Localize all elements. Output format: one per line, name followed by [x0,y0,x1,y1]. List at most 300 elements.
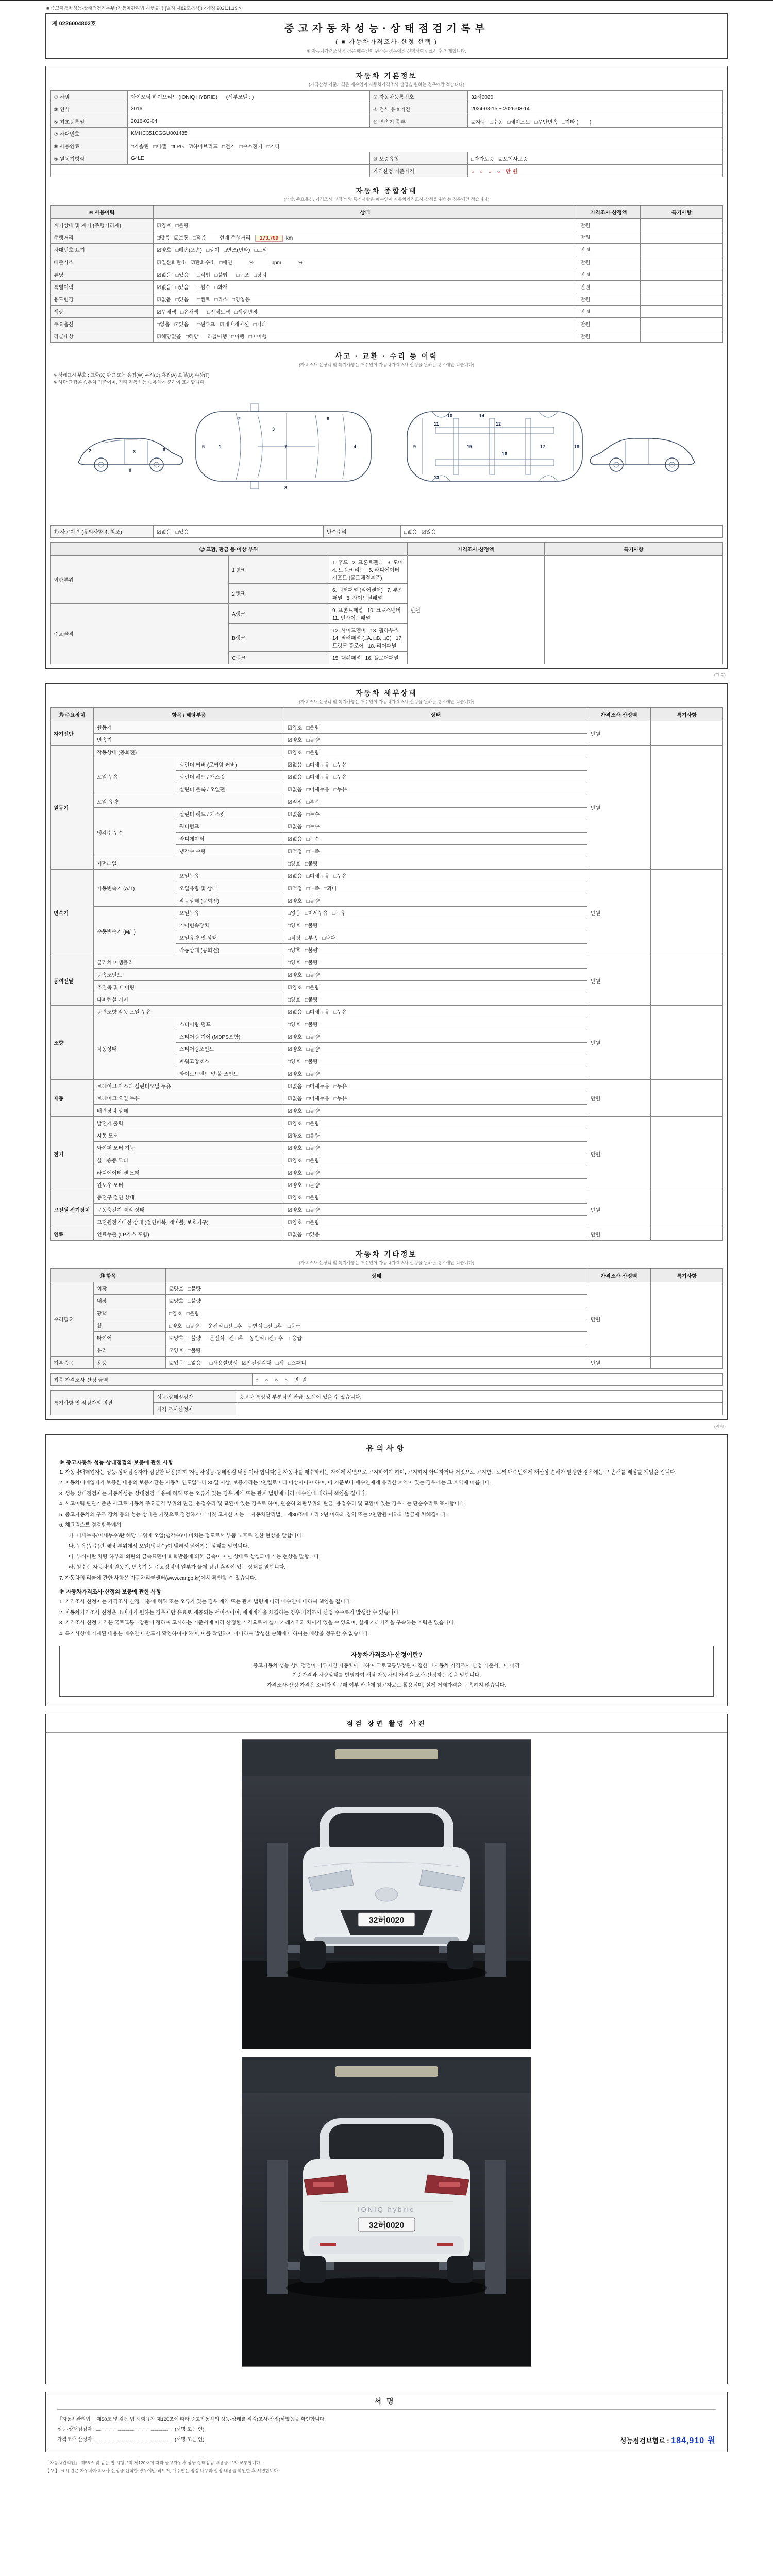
svg-text:14: 14 [479,413,485,418]
checkbox-options[interactable]: ☑해당없음 □해당 리콜이행 : □이행 □미이행 [157,334,267,340]
car-top-view-frame [407,412,582,481]
inspector-signature-line[interactable] [57,2426,326,2433]
svg-text:6: 6 [327,416,330,421]
part-label: 오일유량 및 상태 [176,882,284,894]
price-cell: 만원 [577,256,641,268]
state-cell[interactable]: □양호 □불량 [284,857,587,869]
part-label: 라디에이터 [176,832,284,844]
state-cell[interactable] [154,306,577,318]
table-row [51,1373,723,1385]
item-label: 윈도우 모터 [94,1178,284,1191]
note-cell [641,281,723,293]
price-cell: 만원 [587,721,651,745]
note-cell [651,869,723,956]
state-cell[interactable] [154,293,577,306]
part-label: 파워고압호스 [176,1055,284,1067]
state-cell[interactable]: □양호 □불량 [284,1018,587,1030]
document-note: ※ 자동차가격조사·산정은 매수인이 원하는 경우에만 선택하여 √ 표시 후 기재합니다. [307,48,466,54]
field-value: 아이오닉 하이브리드 (IONIQ HYBRID) (세부모델 : ) [128,91,370,103]
column-header: 항목 / 해당부품 [94,707,284,721]
state-cell[interactable]: □없음 □미세누유 □누유 [284,906,587,919]
parts-list[interactable]: 6. 쿼터패널 (리어펜더) 7. 루프패널 8. 사이드실패널 [329,583,407,603]
continue-note: (계속) [714,1423,726,1429]
state-cell[interactable]: ☑없음 □미세누유 □누유 [284,758,587,770]
state-cell[interactable]: ☑양호 □불량 [284,1104,587,1116]
field-value: 2016-02-04 [128,115,370,128]
item-label: 자동변속기 (A/T) [94,869,176,906]
item-label: 실내송풍 모터 [94,1154,284,1166]
detail-condition-title: 자동차 세부상태 [356,689,417,697]
basic-info-subtitle: (가격산정 기준가격은 매수인이 자동차가격조사·산정을 원하는 경우에만 적습니다) [309,82,464,87]
basic-info-title: 자동차 기본정보 [356,72,417,80]
state-cell[interactable]: ☑양호 □불량 [284,968,587,980]
detail-condition-table [50,707,723,1241]
svg-text:17: 17 [540,444,546,449]
state-cell[interactable]: ☑없음 □있음 [154,525,324,537]
state-cell[interactable]: ☑없음 □누수 [284,820,587,832]
checkbox-options[interactable]: □없음 ☑있음 □썬루프 ☑네비게이션 □기타 [157,322,266,328]
device-group-label: 고전원 전기장치 [51,1191,94,1228]
column-header: 가격조사·산정액 [587,1268,651,1282]
car-diagram-svg [67,389,706,518]
odometer-reading [220,235,293,241]
odometer-unit: km [284,235,293,241]
price-cell: 만원 [577,231,641,244]
note-cell [641,256,723,268]
item-label: 오일 누유 [94,758,176,795]
state-cell[interactable]: ☑적정 □부족 [284,844,587,857]
price-cell: 만원 [587,1282,651,1356]
state-cell[interactable]: ☑없음 □미세누유 □누유 [284,783,587,795]
state-cell[interactable]: ☑적정 □부족 □과다 [284,882,587,894]
state-cell[interactable]: ☑없음 □미세누유 □누유 [284,869,587,882]
note-cell [651,721,723,745]
car-side-view-right [590,438,694,471]
item-label: 용품 [94,1356,166,1368]
inspector-signature-field[interactable] [96,2430,173,2431]
state-cell[interactable]: ☑양호 □불량 [166,1344,587,1356]
notice-item: 7. 자동차의 리콜에 관한 사항은 자동차리콜센터(www.car.go.kr)에서 확인할 수 있습니다. [59,1575,257,1581]
document-subtitle[interactable]: ( ■ 자동차가격조사·산정 선택 ) [335,38,438,45]
field-label: 가격산정 기준가격 [370,165,468,177]
car-top-view-body [196,404,371,490]
table-row [51,306,723,318]
state-cell[interactable]: □양호 □불량 [284,1055,587,1067]
item-label: 휠 [94,1319,166,1331]
parts-list[interactable]: 15. 대쉬패널 16. 플로어패널 [329,651,407,664]
parts-list[interactable]: 12. 사이드멤버 13. 휠하우스 14. 필러패널 (□A, □B, □C) 17. 트렁크 플로어 18. 리어패널 [329,623,407,651]
price-cell: 만원 [587,1356,651,1368]
table-row [51,745,723,758]
item-label: 원동기 [94,721,284,733]
svg-text:13: 13 [434,474,440,480]
svg-text:6: 6 [163,447,166,452]
checkbox-options[interactable]: ☑일산화탄소 ☑탄화수소 □매연 % ppm % [157,260,304,266]
odometer-label: 현재 주행거리 [219,235,254,241]
note-header: 특기사항 [544,542,722,555]
price-cell: 만원 [407,555,544,664]
price-cell: 만원 [577,330,641,343]
state-cell[interactable] [154,330,577,343]
footer-note-2: 【 V 】 표시 란은 자동차가격조사·산정을 선택한 경우에만 적으며, 매수인은 점검 내용과 산정 내용을 확인한 후 서명합니다. [45,2468,279,2473]
info-line: 중고자동차 성능·상태점검이 이루어진 자동차에 대하여 국토교통부장관이 정한 「자동차 가격조사·산정 기준서」에 따라 [253,1663,520,1669]
simple-repair-label: 단순수리 [324,525,401,537]
price-cell: 만원 [577,306,641,318]
exchange-header: ⑫ 교환, 판금 등 이상 부위 [51,542,408,555]
state-cell[interactable]: ☑양호 □불량 [284,1203,587,1215]
notice-item: 1. 가격조사·산정자는 가격조사·산정 내용에 허위 또는 오류가 있는 경우 계약 또는 관계 법령에 따라 매수인에 대하여 책임을 집니다. [59,1599,352,1605]
state-cell[interactable]: ☑적정 □부족 [284,795,587,807]
state-cell[interactable]: ☑양호 □불량 운전석 □전 □후 동반석 □전 □후 □응급 [166,1331,587,1344]
notice-item: 3. 가격조사·산정 가격은 국토교통부장관이 정하여 고시하는 기준서에 따라 산정한 가격으로서 실제 거래가격과 차이가 있을 수 있으며, 실제 거래가격을 구속하는 효력은 없습니다. [59,1620,456,1626]
state-cell[interactable] [154,281,577,293]
field-label: ④ 검사 유효기간 [370,103,468,115]
part-label: 스티어링조인트 [176,1042,284,1055]
price-cell: 만원 [587,1191,651,1228]
state-cell[interactable]: ☑양호 □불량 [284,745,587,758]
price-cell: 만원 [577,318,641,330]
field-label: ⑦ 차대번호 [51,128,128,140]
column-header: ⑩ 사용이력 [51,206,154,219]
field-label: ③ 연식 [51,103,128,115]
item-label: 디퍼렌셜 기어 [94,993,284,1005]
table-row [51,330,723,343]
column-header: 가격조사·산정액 [577,206,641,219]
table-row [51,956,723,968]
svg-text:5: 5 [202,444,205,449]
table-row [51,219,723,231]
final-price-label: 최종 가격조사·산정 금액 [51,1373,253,1385]
table-row [51,707,723,721]
item-label: 냉각수 누수 [94,807,176,857]
notice-item: 6. 체크리스트 점검항목에서 [59,1522,122,1529]
overall-condition-title: 자동차 종합상태 [356,187,417,195]
inspector-signature-note: (서명 또는 인) [174,2427,205,2433]
svg-text:7: 7 [284,444,288,449]
part-label: 오일누유 [176,869,284,882]
table-row [51,1268,723,1282]
document-header [45,13,728,59]
state-cell[interactable]: ☑없음 □누수 [284,807,587,820]
part-label: 실린더 블록 / 오일팬 [176,783,284,795]
state-cell[interactable]: ☑있음 □없음 □사용설명서 ☑안전삼각대 □잭 □스패너 [166,1356,587,1368]
notice-item: 4. 특기사항에 기재된 내용은 매수인이 반드시 확인하여야 하며, 이를 확인하지 아니하여 발생한 손해에 대하여는 배상을 청구할 수 없습니다. [59,1631,370,1637]
info-line: 가격조사·산정 가격은 소비자의 구매 여부 판단에 참고자료로 활용되며, 실제 거래가격을 구속하지 않습니다. [266,1683,507,1689]
field-label: ⑩ 보증유형 [370,152,468,165]
note-cell [651,1282,723,1356]
part-label: 기어변속장치 [176,919,284,931]
column-header: 특기사항 [651,1268,723,1282]
item-label: 주요옵션 [51,318,154,330]
car-rear [300,2118,473,2283]
price-appraisal-info-box [59,1646,714,1697]
item-label: 리콜대상 [51,330,154,343]
item-label: 발전기 출력 [94,1116,284,1129]
field-label: ⑤ 최초등록일 [51,115,128,128]
checkbox-options[interactable]: ☑무채색 □유채색 □전체도색 □색상변경 [157,310,258,315]
notice-item: 2. 자동차매매업자가 보증한 내용의 보증기간은 자동차 인도일부터 30일 이상, 보증거리는 2천킬로미터 이상이어야 하며, 이 기준보다 매수인에게 유리한 계약이 있는 경우에는 그 계약에 따릅니다. [59,1480,492,1486]
state-cell[interactable]: ☑양호 □불량 [284,1042,587,1055]
svg-text:8: 8 [284,485,288,490]
item-label: 유리 [94,1344,166,1356]
state-cell[interactable] [154,244,577,256]
table-row [51,268,723,281]
state-cell[interactable]: ☑양호 □불량 [284,980,587,993]
note-cell [641,219,723,231]
state-cell[interactable]: □양호 □불량 [284,956,587,968]
document-title: 중고자동차성능·상태점검기록부 [284,23,489,35]
parts-list[interactable]: 1. 후드 2. 프론트펜더 3. 도어 4. 트렁크 리드 5. 라디에이터 서포트 (볼트체결부품) [329,555,407,583]
item-label: 브레이크 마스터 실린더오일 누유 [94,1079,284,1092]
state-cell[interactable]: ☑양호 □불량 [284,1067,587,1079]
state-cell[interactable]: ☑양호 □불량 [166,1294,587,1307]
note-cell [651,1116,723,1191]
part-label: 오일누유 [176,906,284,919]
state-cell[interactable]: ☑없음 □미세누유 □누유 [284,770,587,783]
item-label: 등속조인트 [94,968,284,980]
section-notice [45,1434,728,1707]
inspector-signature-label: 성능·상태점검자 : [57,2427,95,2433]
item-label: 계기상태 및 계기 (주행거리계) [51,219,154,231]
table-row [51,128,723,140]
table-row [51,165,723,177]
state-cell[interactable]: ☑양호 □불량 [284,1129,587,1141]
state-cell[interactable] [154,219,577,231]
legend-line2: ※ 하단 그림은 승용차 기준이며, 기타 자동차는 승용차에 준하여 표시합니다. [53,380,206,385]
item-label: 용도변경 [51,293,154,306]
svg-text:3: 3 [272,426,275,432]
part-label: 타이로드엔드 및 볼 조인트 [176,1067,284,1079]
field-value: G4LE [128,152,370,165]
state-cell[interactable]: ☑양호 □불량 [284,894,587,906]
field-value[interactable]: □가솔린 □디젤 □LPG ☑하이브리드 □전기 □수소전기 □기타 [128,140,723,152]
state-cell[interactable]: ☑양호 □불량 [284,1116,587,1129]
svg-text:16: 16 [502,451,508,456]
note-cell [641,306,723,318]
document-number: 제 0226004802호 [52,21,96,27]
svg-text:9: 9 [413,444,416,449]
misc-info-table [50,1268,723,1369]
signature-line1: 「자동차관리법」 제58조 및 같은 법 시행규칙 제120조에 따라 중고자동차의 성능·상태를 점검(조사·산정)하였음을 확인합니다. [57,2417,326,2423]
remarks-label: 특기사항 및 점검자의 의견 [51,1390,154,1415]
item-label: 변속기 [94,733,284,745]
note-cell [641,231,723,244]
device-group-label: 연료 [51,1228,94,1240]
rank-label: B랭크 [229,623,329,651]
state-cell[interactable]: ☑양호 □불량 [284,1191,587,1203]
field-value [51,165,370,177]
state-cell[interactable] [154,256,577,268]
notice-list-2 [59,1598,714,1638]
checkbox-options[interactable]: □많음 ☑보통 □적음 [157,235,206,241]
note-cell [651,1356,723,1368]
column-header: 상태 [166,1268,587,1282]
inspection-fee-label: 성능점검보험료 : [619,2436,669,2445]
table-row [51,869,723,882]
device-group-label: 동력전달 [51,956,94,1005]
item-label: 오일 유량 [94,795,284,807]
signature-title: 서명 [57,2396,716,2410]
accident-history-subtitle: (가격조사·산정액 및 특기사항은 매수인이 자동차가격조사·산정을 원하는 경우에만 적습니다) [299,362,474,367]
state-cell[interactable]: ☑양호 □불량 [166,1282,587,1294]
state-cell[interactable]: □없음 ☑있음 [401,525,723,537]
state-cell[interactable]: ☑양호 □불량 [284,1215,587,1228]
table-row [51,115,723,128]
device-group-label: 자기진단 [51,721,94,745]
state-cell[interactable] [154,231,577,244]
table-row [51,281,723,293]
field-value: 2016 [128,103,370,115]
item-label: 주행거리 [51,231,154,244]
note-cell [651,1079,723,1116]
note-cell [641,244,723,256]
misc-info-title: 자동차 기타정보 [356,1250,417,1258]
item-label: 외장 [94,1282,166,1294]
checkbox-options[interactable]: ☑양호 □훼손(오손) □상이 □변조(변타) □도말 [157,248,268,253]
item-label: 내장 [94,1294,166,1307]
accident-history-title: 사고 · 교환 · 수리 등 이력 [335,352,438,360]
state-cell[interactable]: □양호 □불량 [284,919,587,931]
part-label: 실린더 헤드 / 개스킷 [176,770,284,783]
section-signature [45,2392,728,2452]
section-basic-and-condition [45,66,728,669]
state-cell[interactable]: □양호 □불량 [284,993,587,1005]
price-cell: 만원 [577,219,641,231]
section-detail-condition [45,683,728,1420]
state-cell[interactable] [154,268,577,281]
item-label: 작동상태 [94,1018,176,1079]
notice-item: 3. 성능·상태점검자는 자동차성능·상태점검 내용에 허위 또는 오류가 있는 경우 계약 또는 관계 법령에 따라 매수인에 대하여 책임을 집니다. [59,1490,367,1497]
state-cell[interactable]: ☑없음 □미세누유 □누유 [284,1092,587,1104]
field-label: ⑧ 사용연료 [51,140,128,152]
item-label: 시동 모터 [94,1129,284,1141]
note-cell [641,318,723,330]
misc-group-label: 수리필요 [51,1282,94,1356]
price-cell: 만원 [577,268,641,281]
column-header: ⑬ 주요장치 [51,707,94,721]
part-label: 실린더 헤드 / 개스킷 [176,807,284,820]
table-row [51,1191,723,1203]
table-row [51,152,723,165]
vehicle-damage-diagram [46,388,727,525]
inspection-fee [620,2434,716,2446]
checkbox-options[interactable]: ☑없음 □있음 □침수 □화재 [157,285,228,291]
table-row [51,140,723,152]
basic-info-table [50,90,723,177]
appraiser-signature-line[interactable] [57,2436,326,2444]
legend-line1: ※ 상태표시 부호 : 교환(X) 판금 또는 용접(W) 부식(C) 흠집(A) 요철(U) 손상(T) [53,372,210,378]
svg-text:2: 2 [238,416,241,421]
state-cell[interactable]: ☑양호 □불량 [284,1141,587,1154]
state-cell[interactable]: ☑양호 □불량 [284,721,587,733]
price-appraisal-info-title: 자동차가격조사·산정이란? [350,1651,423,1659]
table-row [51,91,723,103]
svg-text:IONIQ hybrid: IONIQ hybrid [358,2206,415,2214]
checkbox-options[interactable]: ☑없음 □있음 □적법 □불법 □구조 □장치 [157,273,267,278]
state-cell[interactable]: □적정 □부족 □과다 [284,931,587,943]
state-cell[interactable]: ☑없음 □미세누유 □누유 [284,1079,587,1092]
photos-title: 점검 장면 촬영 사진 [46,1714,727,1733]
price-cell: 만원 [587,1079,651,1116]
table-row [51,542,723,555]
notice-item: 다. 부식이란 차량 하부와 외판의 금속표면이 화학반응에 의해 금속이 아닌 상태로 상실되어 가는 현상을 말합니다. [69,1554,321,1560]
item-label: 배력장치 상태 [94,1104,284,1116]
field-label: ① 차명 [51,91,128,103]
state-cell[interactable]: □양호 □불량 [166,1307,587,1319]
note-cell [651,1191,723,1228]
price-header: 가격조사·산정액 [407,542,544,555]
parts-list[interactable]: 9. 프론트패널 10. 크로스멤버 11. 인사이드패널 [329,603,407,623]
footer-notes [45,2460,728,2475]
state-cell[interactable]: ☑없음 □누수 [284,832,587,844]
notice-item: 5. 중고자동차의 구조·장치 등의 성능·상태를 거짓으로 점검하거나 거짓 고지한 자는 「자동차관리법」 제80조에 따라 2년 이하의 징역 또는 2천만원 이하의 벌금에 처해집니다. [59,1512,448,1518]
table-row [51,1390,723,1402]
state-cell[interactable] [154,318,577,330]
field-value[interactable]: □자가보증 ☑보험사보증 [468,152,723,165]
checkbox-options[interactable]: ☑양호 □불량 [157,223,189,229]
price-cell: 만원 [577,281,641,293]
state-cell[interactable]: ☑없음 □미세누유 □누유 [284,1005,587,1018]
field-value[interactable]: ☑자동 □수동 □세미오토 □무단변속 □기타 ( ) [468,115,723,128]
state-cell[interactable]: □양호 □불량 운전석 □전 □후 동반석 □전 □후 □응급 [166,1319,587,1331]
item-label: 색상 [51,306,154,318]
item-label: 타이어 [94,1331,166,1344]
table-row [51,525,723,537]
notice-item: 라. 침수란 자동차의 원동기, 변속기 등 주요장치의 일부가 물에 잠긴 흔적이 있는 상태를 말합니다. [69,1565,286,1571]
svg-text:11: 11 [434,421,439,427]
field-label: ② 자동차등록번호 [370,91,468,103]
price-cell: 만원 [587,869,651,956]
svg-text:1: 1 [219,444,222,449]
rank-label: 2랭크 [229,583,329,603]
state-cell[interactable]: ☑양호 □불량 [284,733,587,745]
svg-text:15: 15 [467,444,473,449]
field-value: 32허0020 [468,91,723,103]
item-label: 고전원전기배선 상태 (절연피복, 케이블, 보호기구) [94,1215,284,1228]
part-label: 작동상태 (공회전) [176,943,284,956]
accident-history-table [50,525,723,538]
checkbox-options[interactable]: ☑없음 □있음 □렌트 □리스 □영업용 [157,297,250,303]
continue-note: (계속) [714,672,726,677]
item-label: 수동변속기 (M/T) [94,906,176,956]
note-cell [651,956,723,1005]
note-cell [641,268,723,281]
part-label: 스티어링 기어 (MDPS포함) [176,1030,284,1042]
table-row [51,721,723,733]
state-cell[interactable]: ☑양호 □불량 [284,1166,587,1178]
state-cell[interactable]: ☑양호 □불량 [284,1030,587,1042]
item-label: 와이퍼 모터 기능 [94,1141,284,1154]
state-cell[interactable]: ☑양호 □불량 [284,1154,587,1166]
inspector-opinion: 중고차 특성상 부분적인 판금, 도색이 있을 수 있습니다. [236,1390,723,1402]
notice-item: 1. 자동차매매업자는 성능·상태점검자가 점검한 내용(이하 '자동차성능·상태점검 내용'이라 합니다)을 자동차를 매수하려는 자에게 서면으로 고지하여야 하며, 고지하지 아니하거나 거짓으로 고지함으로써 매수인에게 재산상 손해가 발생한 경우에는 그 손해를 배상할 책임을 집니다. [59,1469,677,1476]
item-label: 차대번호 표기 [51,244,154,256]
state-cell[interactable]: □양호 □불량 [284,943,587,956]
device-group-label: 변속기 [51,869,94,956]
document-page [0,1,773,2488]
state-cell[interactable]: ☑양호 □불량 [284,1178,587,1191]
notice-item: 나. 누유(누수)란 해당 부위에서 오일(냉각수)이 맺혀서 떨어지는 상태를 말합니다. [69,1544,249,1550]
part-group-label: 외판부위 [51,555,229,603]
state-cell[interactable]: ☑없음 □있음 [284,1228,587,1240]
final-price-value: ○ ○ ○ ○ 만원 [252,1373,723,1385]
item-label: 동력조향 작동 오일 누유 [94,1005,284,1018]
price-cell: 만원 [587,1116,651,1191]
notice-list-1 [59,1468,714,1583]
price-appraisal-info-lines [67,1662,706,1690]
item-label: 브레이크 오일 누유 [94,1092,284,1104]
field-value: 2024-03-15 ~ 2026-03-14 [468,103,723,115]
